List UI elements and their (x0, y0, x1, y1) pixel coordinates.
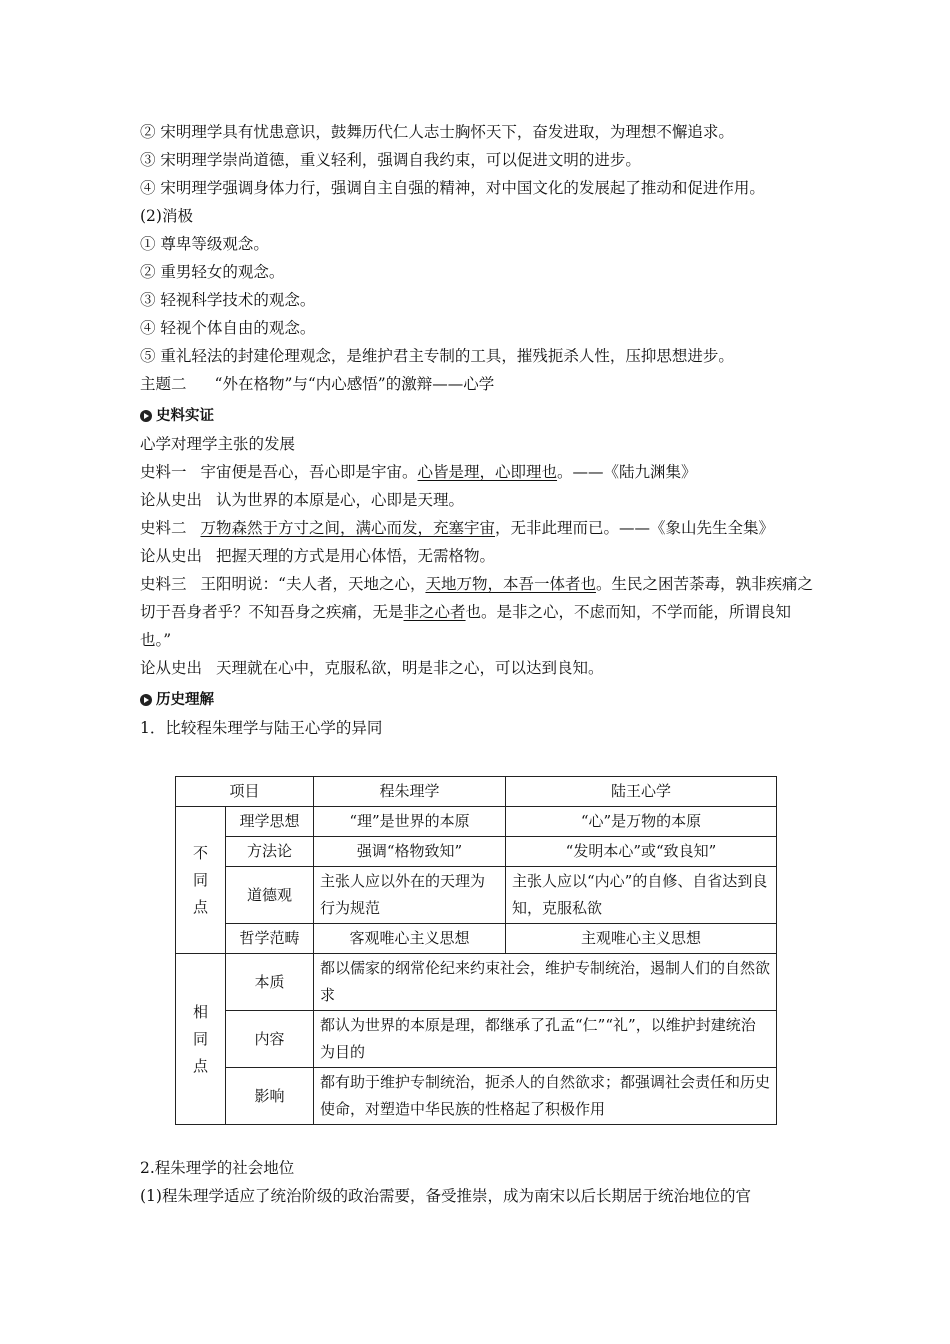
table-cell: “心”是万物的本原 (506, 807, 777, 837)
source-text: 是 (388, 603, 404, 621)
source-citation: 。——《陆九渊集》 (557, 463, 697, 481)
source-label: 史料三 (140, 575, 187, 593)
question-1: 1．比较程朱理学与陆王心学的异同 (140, 719, 383, 737)
source-text: 。生民之困苦荼毒，孰非疾痛之切于吾身者乎？不知吾身之疾痛，无 (140, 575, 813, 621)
table-row (176, 807, 777, 837)
group-char: 同 (192, 870, 208, 889)
group-char: 同 (192, 1029, 208, 1048)
theme-label: 主题二 (140, 375, 187, 393)
negative-heading: (2)消极 (140, 207, 193, 225)
table-cell: 主张人应以“内心”的自修、自省达到良知，克服私欲 (506, 867, 777, 924)
table-cell-item: 影响 (226, 1068, 314, 1125)
negative-item: ⑤ 重礼轻法的封建伦理观念，是维护君主专制的工具，摧残扼杀人性，压抑思想进步。 (140, 347, 734, 365)
underlined-quote: 天地万物，本吾一体者也 (425, 575, 596, 593)
underlined-quote: 非之心者 (403, 603, 466, 621)
conclusion-label: 论从史出 (140, 491, 203, 509)
source-text: 宇宙便是吾心，吾心即是宇宙。 (200, 463, 418, 481)
table-row (176, 1068, 777, 1125)
conclusion-label: 论从史出 (140, 547, 203, 565)
table-cell: 主观唯心主义思想 (506, 924, 777, 954)
conclusion-text: 把握天理的方式是用心体悟，无需格物。 (216, 547, 496, 565)
source-text: 也。是非之心，不虑而知，不学而能，所谓良知也。” (140, 603, 792, 649)
table-cell-item: 哲学范畴 (226, 924, 314, 954)
conclusion-text: 天理就在心中，克服私欲，明是非之心，可以达到良知。 (216, 659, 604, 677)
negative-item: ③ 轻视科学技术的观念。 (140, 291, 316, 309)
group-char: 点 (192, 1056, 208, 1075)
document-body (140, 118, 820, 742)
source-citation: ，无非此理而已。——《象山先生全集》 (495, 519, 775, 537)
conclusion-1 (140, 486, 820, 514)
table-cell: 主张人应以外在的天理为行为规范 (314, 867, 506, 924)
underlined-quote: 万物森然于方寸之间，满心而发，充塞宇宙 (200, 519, 496, 537)
table-header: 程朱理学 (314, 777, 506, 807)
play-circle-icon (140, 694, 152, 706)
section-heading-evidence (140, 402, 820, 430)
table-cell-item: 道德观 (226, 867, 314, 924)
theme-heading (140, 370, 820, 398)
table-row (176, 924, 777, 954)
table-cell: 客观唯心主义思想 (314, 924, 506, 954)
conclusion-text: 认为世界的本原是心，心即是天理。 (216, 491, 465, 509)
section-title: 历史理解 (156, 692, 214, 708)
section-intro: 心学对理学主张的发展 (140, 435, 296, 453)
table-cell: “理”是世界的本原 (314, 807, 506, 837)
group-char: 点 (192, 897, 208, 916)
positive-item: ④ 宋明理学强调身体力行，强调自主自强的精神，对中国文化的发展起了推动和促进作用。 (140, 179, 765, 197)
conclusion-3 (140, 654, 820, 682)
table-header: 项目 (176, 777, 314, 807)
negative-item: ④ 轻视个体自由的观念。 (140, 319, 316, 337)
source-label: 史料一 (140, 463, 187, 481)
play-circle-icon (140, 410, 152, 422)
section-heading-understanding (140, 686, 820, 714)
table-cell-item: 理学思想 (226, 807, 314, 837)
negative-item: ① 尊卑等级观念。 (140, 235, 269, 253)
table-cell: 都认为世界的本原是理，都继承了孔孟“仁”“礼”，以维护封建统治为目的 (314, 1011, 777, 1068)
question-2: 2.程朱理学的社会地位 (140, 1159, 295, 1177)
table-cell: “发明本心”或“致良知” (506, 837, 777, 867)
positive-item: ② 宋明理学具有忧患意识，鼓舞历代仁人志士胸怀天下，奋发进取，为理想不懈追求。 (140, 123, 734, 141)
source-label: 史料二 (140, 519, 187, 537)
group-char: 不 (192, 843, 208, 862)
conclusion-2 (140, 542, 820, 570)
table-cell-item: 内容 (226, 1011, 314, 1068)
table-cell: 都以儒家的纲常伦纪来约束社会，维护专制统治，遏制人们的自然欲求 (314, 954, 777, 1011)
positive-item: ③ 宋明理学崇尚道德，重义轻利，强调自我约束，可以促进文明的进步。 (140, 151, 641, 169)
negative-item: ② 重男轻女的观念。 (140, 263, 285, 281)
diff-group-label (176, 807, 226, 954)
same-group-label (176, 954, 226, 1125)
theme-title: “外在格物”与“内心感悟”的激辩——心学 (214, 375, 495, 393)
table-row (176, 1011, 777, 1068)
underlined-quote: 心皆是理，心即理也 (417, 463, 558, 481)
table-row (176, 867, 777, 924)
source-3 (140, 570, 820, 654)
table-row (176, 954, 777, 1011)
source-1 (140, 458, 820, 486)
comparison-table (175, 776, 777, 1125)
group-char: 相 (192, 1002, 208, 1021)
document-body-continued (140, 1154, 820, 1210)
table-row (176, 837, 777, 867)
table-cell-item: 方法论 (226, 837, 314, 867)
table-header: 陆王心学 (506, 777, 777, 807)
section-title: 史料实证 (156, 408, 214, 424)
table-cell: 都有助于维护专制统治，扼杀人的自然欲求；都强调社会责任和历史使命，对塑造中华民族的性格起了积极作用 (314, 1068, 777, 1125)
table-header-row (176, 777, 777, 807)
question-2-item: (1)程朱理学适应了统治阶级的政治需要，备受推崇，成为南宋以后长期居于统治地位的官 (140, 1187, 751, 1205)
table-cell-item: 本质 (226, 954, 314, 1011)
conclusion-label: 论从史出 (140, 659, 203, 677)
source-text: 王阳明说：“夫人者，天地之心， (200, 575, 426, 593)
table-cell: 强调“格物致知” (314, 837, 506, 867)
source-2 (140, 514, 820, 542)
